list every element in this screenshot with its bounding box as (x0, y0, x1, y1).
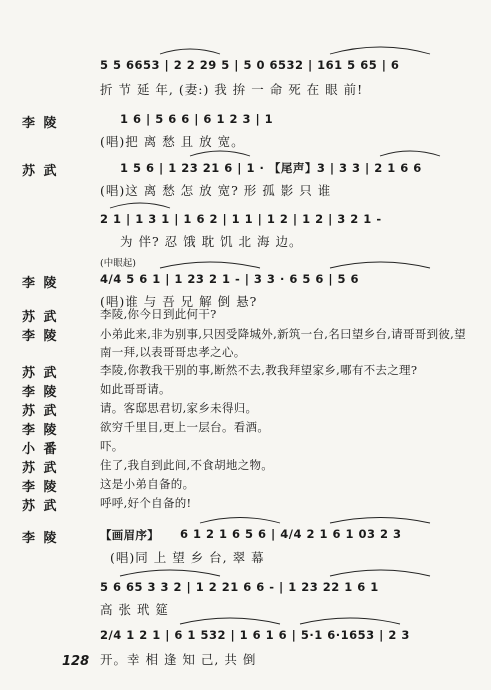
dialogue-text: 李陵,你今日到此何干? (100, 307, 217, 321)
notation-line: 5 6 65 3 3 2 | 1 2 21 6 6 - | 1 23 22 1 6 1 (100, 580, 379, 594)
speaker-label: 李 陵 (22, 480, 59, 495)
lyric-line: 折 节 延 年, (妻:) 我 拚 一 命 死 在 眼 前! (100, 82, 364, 97)
dialogue-text: 请。客邸思君切,家乡未得归。 (100, 401, 258, 415)
notation-line: 4/4 5 6 1 | 1 23 2 1 - | 3 3 · 6 5 6 | 5 6 (100, 272, 360, 286)
tune-marker: 【画眉序】 (100, 528, 159, 542)
notation-line: 5 5 6653 | 2 2 29 5 | 5 0 6532 | 161 5 65 | 6 (100, 58, 400, 72)
notation-line: 2 1 | 1 3 1 | 1 6 2 | 1 1 | 1 2 | 1 2 | 3 2 1 - (100, 212, 382, 226)
lyric-line: 为 伴? 忍 饿 耽 饥 北 海 边。 (120, 234, 303, 249)
speaker-label: 苏 武 (22, 164, 59, 179)
speaker-label: 苏 武 (22, 404, 59, 419)
speaker-label: 李 陵 (22, 531, 59, 546)
tempo-marker: (中眼起) (100, 258, 136, 269)
dialogue-text: 吓。 (100, 439, 124, 453)
dialogue-text: 住了,我自到此间,不食胡地之物。 (100, 458, 274, 472)
speaker-label: 小 番 (22, 442, 59, 457)
dialogue-text: 欲穷千里目,更上一层台。看酒。 (100, 420, 270, 434)
speaker-label: 苏 武 (22, 366, 59, 381)
lyric-line: (唱)谁 与 吾 兄 解 倒 悬? (100, 294, 258, 309)
lyric-line: (唱)这 离 愁 怎 放 宽? 形 孤 影 只 谁 (100, 183, 332, 198)
speaker-label: 李 陵 (22, 423, 59, 438)
dialogue-text: 呼呼,好个自备的! (100, 496, 192, 510)
speaker-label: 苏 武 (22, 461, 59, 476)
dialogue-text: 如此哥哥请。 (100, 382, 171, 396)
lyric-line: 开。幸 相 逢 知 己, 共 倒 (100, 652, 257, 667)
speaker-label: 李 陵 (22, 276, 59, 291)
speaker-label: 李 陵 (22, 116, 59, 131)
speaker-label: 苏 武 (22, 499, 59, 514)
notation-line: 1 5 6 | 1 23 21 6 | 1 · 【尾声】3 | 3 3 | 2 1 6 6 (120, 161, 422, 175)
speaker-label: 苏 武 (22, 310, 59, 325)
dialogue-text: 这是小弟自备的。 (100, 477, 195, 491)
notation-line: 1 6 | 5 6 6 | 6 1 2 3 | 1 (120, 112, 274, 126)
dialogue-text: 李陵,你教我干别的事,断然不去,教我拜望家乡,哪有不去之理? (100, 363, 418, 377)
page-number: 128 (62, 654, 90, 669)
notation-line: 2/4 1 2 1 | 6 1 532 | 1 6 1 6 | 5·1 6·1653 | 2 3 (100, 628, 410, 642)
lyric-line: (唱)把 离 愁 且 放 宽。 (100, 134, 245, 149)
notation-line: 6 1 2 1 6 5 6 | 4/4 2 1 6 1 03 2 3 (180, 527, 402, 541)
lyric-line: 高 张 玳 筵 (100, 602, 169, 617)
speaker-label: 李 陵 (22, 385, 59, 400)
dialogue-text: 小弟此来,非为别事,只因受降城外,新筑一台,名曰望乡台,请哥哥到彼,望南一拜,以表哥哥忠孝之心。 (100, 327, 466, 359)
speaker-label: 李 陵 (22, 329, 59, 344)
lyric-line: (唱)同 上 望 乡 台, 翠 幕 (110, 550, 265, 565)
